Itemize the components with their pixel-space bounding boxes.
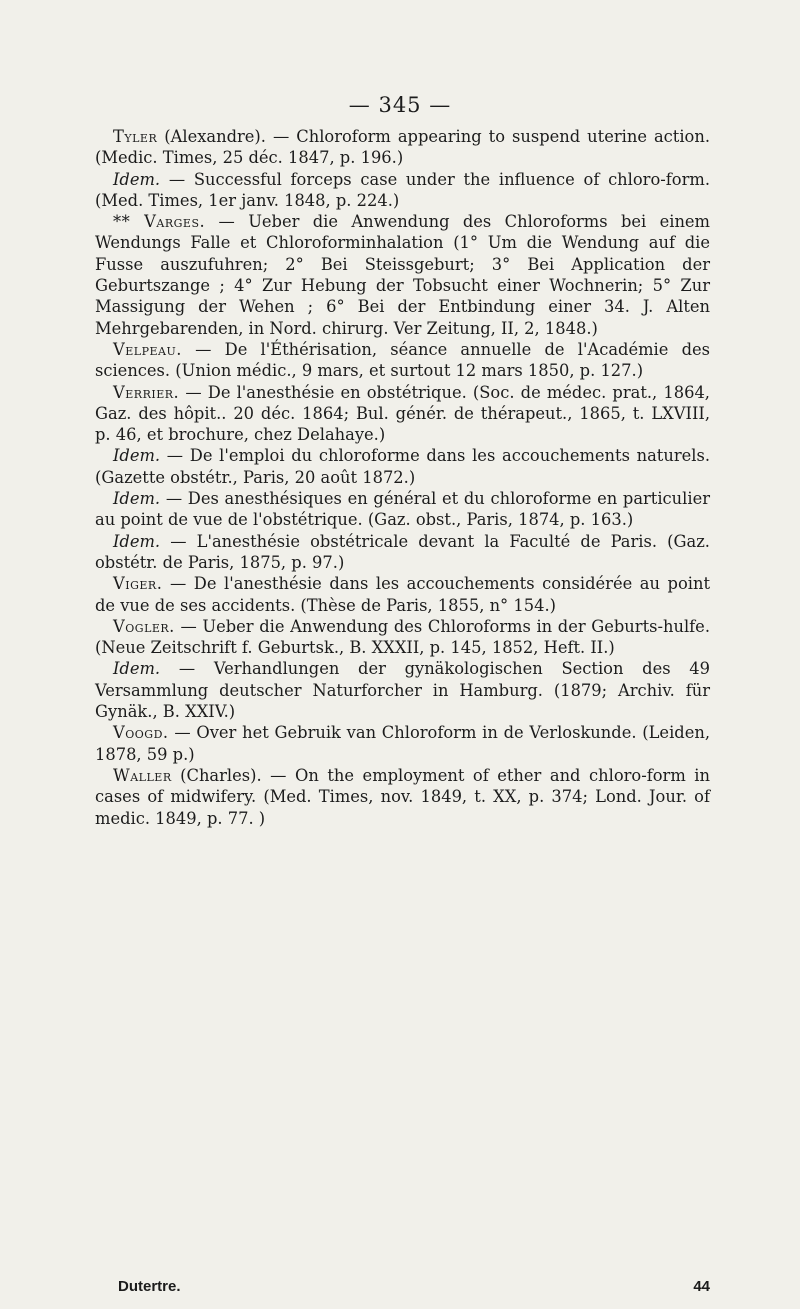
bibliography-entry [95, 488, 710, 531]
sheet-number: 44 [693, 1278, 710, 1295]
page-number: — 345 — [348, 93, 452, 117]
entry-author: ** Varges. [113, 212, 206, 232]
printer-signature: Dutertre. [118, 1278, 181, 1295]
bibliography-entry [95, 211, 710, 339]
entry-text: (Alexandre). — Chloroform appearing to suspend uterine action. (Medic. Times, 25 déc. 1847, p. 196.) [95, 127, 710, 168]
entry-author: Voogd. [113, 723, 169, 743]
entry-author: Waller [113, 765, 172, 785]
bibliography-entry [95, 126, 710, 169]
entry-text: (Charles). — On the employment of ether and chloro-form in cases of midwifery. (Med. Times, nov. 1849, t. XX, p. 374; Lond. Jour. of medic. 1849, p. 77. ) [95, 765, 710, 828]
bibliography-entry [95, 445, 710, 488]
entry-text: — De l'Éthérisation, séance annuelle de l'Académie des sciences. (Union médic., 9 mars, et surtout 12 mars 1850, p. 127.) [95, 339, 710, 381]
entry-author: Idem. [113, 169, 161, 189]
bibliography-entry [95, 531, 710, 574]
entry-author: Verrier. [113, 382, 180, 402]
entry-text: — De l'emploi du chloroforme dans les accouchements naturels. (Gazette obstétr., Paris, 20 août 1872.) [95, 446, 710, 487]
bibliography-entry [95, 658, 710, 722]
entry-text: — De l'anesthésie dans les accouchements considérée au point de vue de ses accidents. (Thèse de Paris, 1855, n° 154.) [95, 574, 710, 615]
bibliography-entry [95, 722, 710, 765]
bibliography-list [95, 126, 710, 829]
entry-text: — Over het Gebruik van Chloroform in de Verloskunde. (Leiden, 1878, 59 p.) [95, 723, 710, 764]
entry-text: — Ueber die Anwendung des Chloroforms bei einem Wendungs Falle et Chloroforminhalation (1° Um die Wendung auf die Fusse auszufuhren; 2° Bei Steissgeburt; 3° Bei Application der Geburtszange ; 4° Zur Hebung der Tobsucht einer Wochnerin; 5° Zur Massigung der Wehen ; 6° Bei der Entbindung einer 34. J. Alten Mehrgebarenden, in Nord. chirurg. Ver Zeitung, II, 2, 1848.) [95, 212, 710, 338]
entry-author: Viger. [113, 574, 163, 594]
entry-text: — Ueber die Anwendung des Chloroforms in der Geburts-hulfe. (Neue Zeitschrift f. Geburtsk., B. XXXII, p. 145, 1852, Heft. II.) [95, 616, 710, 658]
entry-text: — L'anesthésie obstétricale devant la Faculté de Paris. (Gaz. obstétr. de Paris, 1875, p. 97.) [95, 531, 710, 572]
entry-author: Idem. [113, 531, 161, 551]
entry-text: — De l'anesthésie en obstétrique. (Soc. de médec. prat., 1864, Gaz. des hôpit.. 20 déc. 1864; Bul. génér. de thérapeut., 1865, t. LXVIII, p. 46, et brochure, chez Delahaye.) [95, 382, 710, 445]
entry-text: — Successful forceps case under the influence of chloro-form. (Med. Times, 1er janv. 1848, p. 224.) [95, 169, 710, 210]
bibliography-entry [95, 339, 710, 382]
bibliography-entry [95, 169, 710, 212]
bibliography-entry [95, 616, 710, 659]
bibliography-entry [95, 382, 710, 446]
entry-author: Tyler [113, 127, 158, 146]
entry-author: Idem. [113, 659, 161, 679]
entry-author: Idem. [113, 446, 161, 466]
entry-author: Vogler. [113, 616, 175, 636]
entry-author: Idem. [113, 489, 161, 509]
bibliography-entry [95, 573, 710, 616]
entry-text: — Des anesthésiques en général et du chloroforme en particulier au point de vue de l'obstétrique. (Gaz. obst., Paris, 1874, p. 163.) [95, 489, 710, 530]
bibliography-entry [95, 765, 710, 829]
entry-author: Velpeau. [113, 339, 182, 359]
entry-text: — Verhandlungen der gynäkologischen Section des 49 Versammlung deutscher Naturforcher in Hamburg. (1879; Archiv. für Gynäk., B. XXIV.) [95, 659, 710, 722]
